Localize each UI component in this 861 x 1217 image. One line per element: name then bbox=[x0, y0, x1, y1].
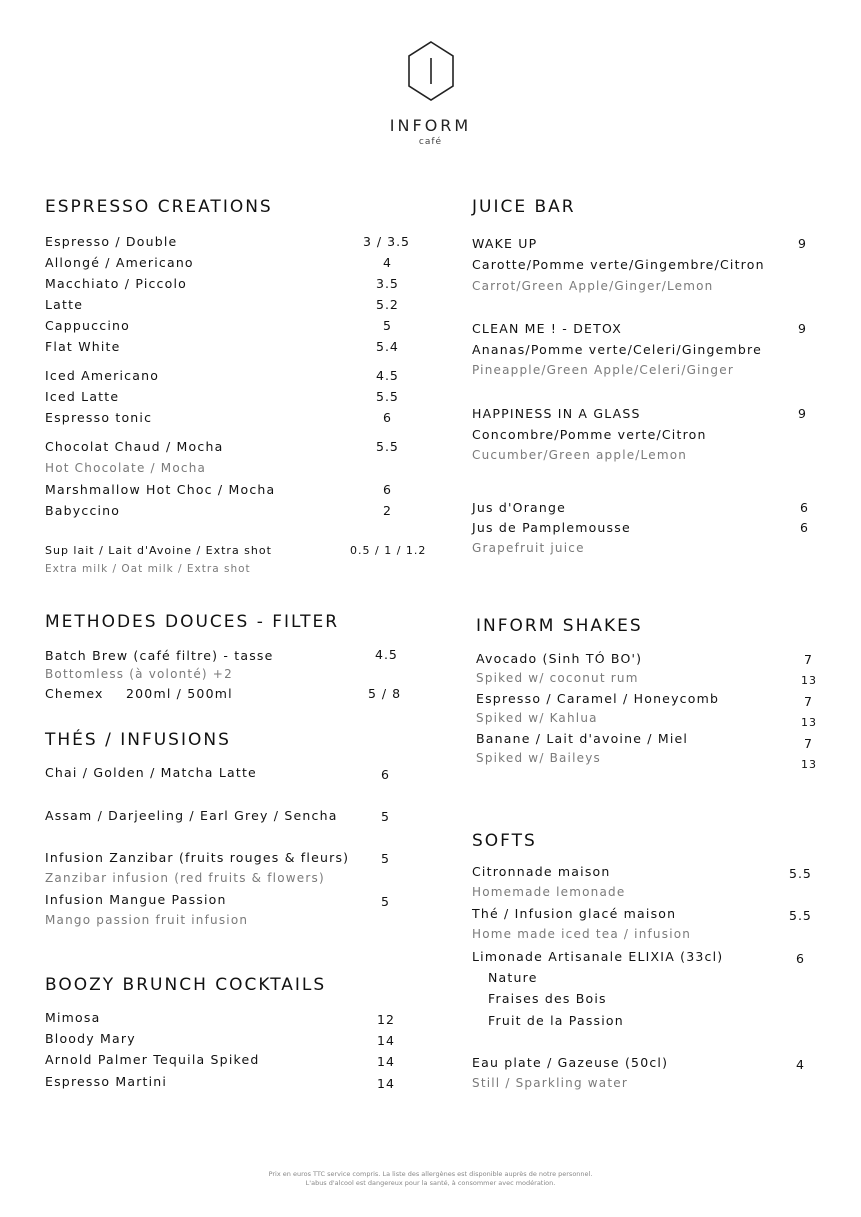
juice-name: CLEAN ME ! - DETOX bbox=[472, 321, 622, 336]
shake-price: 7 bbox=[804, 694, 813, 709]
menu-item-price: 5 bbox=[381, 851, 390, 866]
menu-item-price: 14 bbox=[377, 1054, 395, 1069]
juice-name: HAPPINESS IN A GLASS bbox=[472, 406, 641, 421]
menu-item-name: Thé / Infusion glacé maison bbox=[472, 906, 677, 921]
juice-translation: Pineapple/Green Apple/Celeri/Ginger bbox=[472, 363, 734, 377]
menu-item-name: Limonade Artisanale ELIXIA (33cl) bbox=[472, 949, 724, 964]
menu-item-name: Assam / Darjeeling / Earl Grey / Sencha bbox=[45, 808, 338, 823]
menu-item-name: Espresso / Double bbox=[45, 234, 178, 249]
menu-item-name: Infusion Zanzibar (fruits rouges & fleurs) bbox=[45, 850, 350, 865]
menu-item-name: Citronnade maison bbox=[472, 864, 611, 879]
flavor-item: Nature bbox=[488, 970, 538, 985]
juice-ingredients: Ananas/Pomme verte/Celeri/Gingembre bbox=[472, 342, 763, 357]
menu-item-name: Chai / Golden / Matcha Latte bbox=[45, 765, 257, 780]
menu-item-price: 5.4 bbox=[376, 339, 399, 354]
menu-item-price: 5 bbox=[381, 894, 390, 909]
menu-item-name: Infusion Mangue Passion bbox=[45, 892, 227, 907]
extras-name: Sup lait / Lait d'Avoine / Extra shot bbox=[45, 544, 272, 557]
menu-item-translation: Bottomless (à volonté) +2 bbox=[45, 667, 233, 681]
menu-item-price: 6 bbox=[800, 520, 809, 535]
section-title-cocktails: BOOZY BRUNCH COCKTAILS bbox=[45, 975, 327, 995]
menu-item-sizes: 200ml / 500ml bbox=[126, 686, 233, 701]
shake-spiked-price: 13 bbox=[801, 758, 817, 771]
brand-subtitle: café bbox=[418, 137, 443, 147]
menu-item-price: 3 / 3.5 bbox=[363, 234, 410, 249]
flavor-item: Fruit de la Passion bbox=[488, 1013, 624, 1028]
menu-item-price: 5.5 bbox=[376, 389, 399, 404]
hexagon-logo-icon bbox=[406, 40, 456, 102]
menu-item-price: 4.5 bbox=[375, 647, 398, 662]
menu-item-translation: Homemade lemonade bbox=[472, 885, 626, 899]
menu-item-price: 14 bbox=[377, 1033, 395, 1048]
menu-item-name: Espresso tonic bbox=[45, 410, 153, 425]
menu-item-price: 5.2 bbox=[376, 297, 399, 312]
menu-item-price: 5 / 8 bbox=[368, 686, 402, 701]
menu-item-price: 5.5 bbox=[789, 908, 812, 923]
footer-notice bbox=[0, 1170, 861, 1188]
menu-item-price: 6 bbox=[796, 951, 805, 966]
section-title-shakes: INFORM SHAKES bbox=[476, 616, 643, 636]
menu-item-name: Iced Latte bbox=[45, 389, 120, 404]
menu-item-price: 4.5 bbox=[376, 368, 399, 383]
menu-item-price: 4 bbox=[383, 255, 392, 270]
menu-item-name: Chemex bbox=[45, 686, 104, 701]
menu-item-name: Jus de Pamplemousse bbox=[472, 520, 631, 535]
menu-item-price: 12 bbox=[377, 1012, 395, 1027]
section-title-filter: METHODES DOUCES - FILTER bbox=[45, 612, 340, 632]
menu-item-translation: Still / Sparkling water bbox=[472, 1076, 628, 1090]
menu-item-name: Jus d'Orange bbox=[472, 500, 567, 515]
menu-item-name: Cappuccino bbox=[45, 318, 130, 333]
juice-price: 9 bbox=[798, 236, 807, 251]
shake-name: Banane / Lait d'avoine / Miel bbox=[476, 731, 689, 746]
menu-item-price: 2 bbox=[383, 503, 392, 518]
menu-item-name: Macchiato / Piccolo bbox=[45, 276, 188, 291]
menu-item-name: Batch Brew (café filtre) - tasse bbox=[45, 648, 274, 663]
juice-name: WAKE UP bbox=[472, 236, 538, 251]
menu-item-name: Eau plate / Gazeuse (50cl) bbox=[472, 1055, 669, 1070]
menu-item-price: 5 bbox=[383, 318, 392, 333]
juice-ingredients: Carotte/Pomme verte/Gingembre/Citron bbox=[472, 257, 765, 272]
menu-item-name: Marshmallow Hot Choc / Mocha bbox=[45, 482, 276, 497]
juice-translation: Carrot/Green Apple/Ginger/Lemon bbox=[472, 279, 714, 293]
menu-item-name: Chocolat Chaud / Mocha bbox=[45, 439, 224, 454]
section-title-juice: JUICE BAR bbox=[472, 197, 576, 217]
shake-spiked: Spiked w/ Baileys bbox=[476, 751, 601, 765]
juice-ingredients: Concombre/Pomme verte/Citron bbox=[472, 427, 707, 442]
menu-item-name: Latte bbox=[45, 297, 84, 312]
shake-price: 7 bbox=[804, 652, 813, 667]
menu-item-price: 5 bbox=[381, 809, 390, 824]
menu-item-price: 5.5 bbox=[376, 439, 399, 454]
menu-item-name: Espresso Martini bbox=[45, 1074, 168, 1089]
shake-name: Espresso / Caramel / Honeycomb bbox=[476, 691, 720, 706]
menu-item-translation: Mango passion fruit infusion bbox=[45, 913, 249, 927]
menu-item-name: Arnold Palmer Tequila Spiked bbox=[45, 1052, 260, 1067]
menu-item-name: Iced Americano bbox=[45, 368, 160, 383]
menu-item-translation: Home made iced tea / infusion bbox=[472, 927, 692, 941]
menu-item-translation: Zanzibar infusion (red fruits & flowers) bbox=[45, 871, 325, 885]
juice-price: 9 bbox=[798, 406, 807, 421]
menu-item-translation: Grapefruit juice bbox=[472, 541, 585, 555]
menu-item-name: Mimosa bbox=[45, 1010, 101, 1025]
juice-price: 9 bbox=[798, 321, 807, 336]
shake-spiked-price: 13 bbox=[801, 674, 817, 687]
menu-item-price: 4 bbox=[796, 1057, 805, 1072]
extras-price: 0.5 / 1 / 1.2 bbox=[350, 544, 427, 557]
menu-item-name: Allongé / Americano bbox=[45, 255, 194, 270]
menu-item-name: Babyccino bbox=[45, 503, 121, 518]
section-title-espresso: ESPRESSO CREATIONS bbox=[45, 197, 273, 217]
brand-name: INFORM bbox=[389, 116, 472, 135]
extras-translation: Extra milk / Oat milk / Extra shot bbox=[45, 563, 251, 575]
menu-item-price: 6 bbox=[381, 767, 390, 782]
menu-item-translation: Hot Chocolate / Mocha bbox=[45, 461, 207, 475]
menu-item-price: 3.5 bbox=[376, 276, 399, 291]
footer-line: L'abus d'alcool est dangereux pour la santé, à consommer avec modération. bbox=[305, 1179, 556, 1187]
menu-item-price: 6 bbox=[800, 500, 809, 515]
shake-spiked: Spiked w/ coconut rum bbox=[476, 671, 639, 685]
footer-line: Prix en euros TTC service compris. La liste des allergènes est disponible auprès de notre personnel. bbox=[268, 1170, 593, 1178]
section-title-softs: SOFTS bbox=[472, 831, 537, 851]
menu-item-price: 14 bbox=[377, 1076, 395, 1091]
shake-spiked-price: 13 bbox=[801, 716, 817, 729]
menu-item-price: 5.5 bbox=[789, 866, 812, 881]
flavor-item: Fraises des Bois bbox=[488, 991, 607, 1006]
section-title-thes: THÉS / INFUSIONS bbox=[45, 730, 231, 750]
menu-item-name: Flat White bbox=[45, 339, 121, 354]
menu-item-price: 6 bbox=[383, 482, 392, 497]
menu-item-price: 6 bbox=[383, 410, 392, 425]
shake-price: 7 bbox=[804, 736, 813, 751]
shake-spiked: Spiked w/ Kahlua bbox=[476, 711, 598, 725]
menu-item-name: Bloody Mary bbox=[45, 1031, 136, 1046]
juice-translation: Cucumber/Green apple/Lemon bbox=[472, 448, 688, 462]
brand-logo bbox=[0, 40, 861, 147]
shake-name: Avocado (Sinh TÓ BO') bbox=[476, 651, 643, 666]
